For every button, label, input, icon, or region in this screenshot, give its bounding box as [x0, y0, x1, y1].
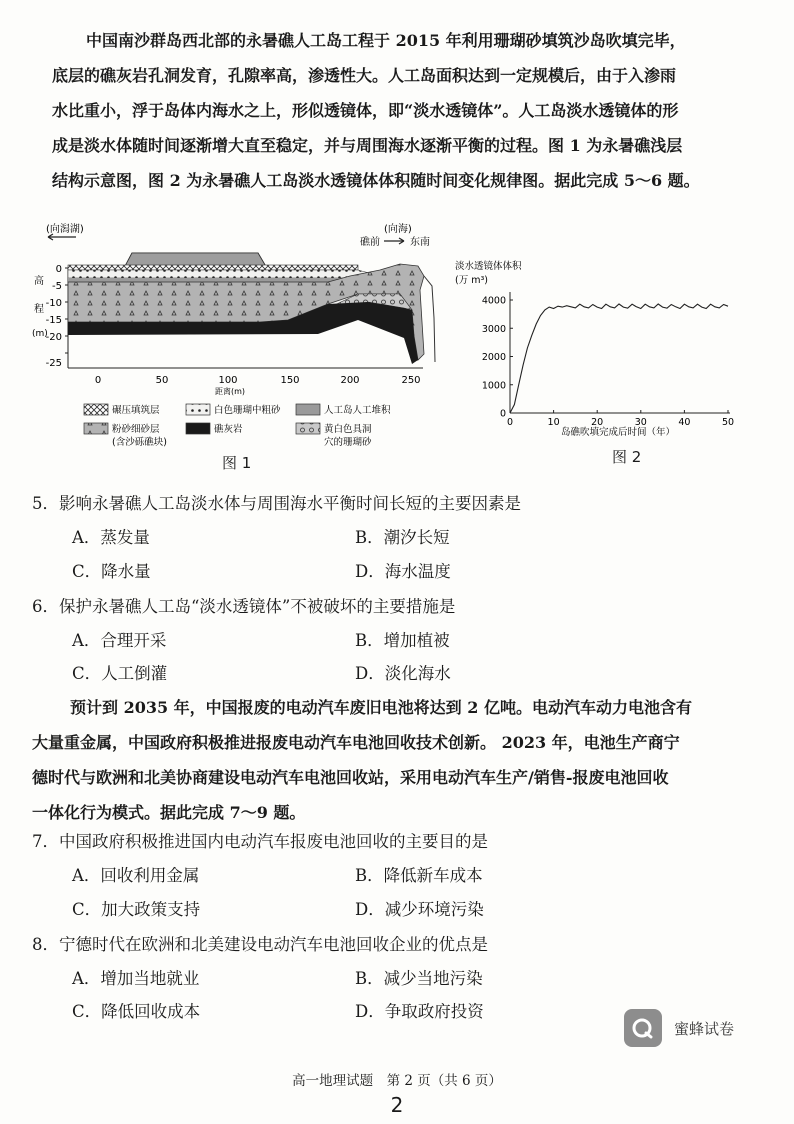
q7-option-d[interactable]: D．减少环境污染 [355, 900, 484, 919]
q7-option-b[interactable]: B．降低新车成本 [355, 866, 483, 885]
question-5-stem: 5．影响永暑礁人工岛淡水体与周围海水平衡时间长短的主要因素是 [32, 494, 521, 513]
chart-x-tick-label: 40 [678, 417, 691, 428]
legend-sublabel: (含沙砾礁块) [112, 437, 167, 448]
q6-option-b[interactable]: B．增加植被 [355, 631, 450, 650]
y-label-char: 高 [34, 276, 44, 287]
chart-x-tick-label: 20 [591, 417, 604, 428]
chart-y-tick-label: 0 [499, 408, 506, 420]
watermark [624, 1009, 734, 1047]
x-tick-label: 150 [280, 375, 300, 386]
legend-label: 黄白色具洞 [324, 424, 372, 435]
q8-option-d[interactable]: D．争取政府投资 [355, 1002, 484, 1021]
y-tick-labels [46, 264, 68, 369]
legend-sublabel: 穴的珊瑚砂 [324, 437, 372, 448]
chart-y-label: 淡水透镜体体积 [455, 261, 522, 272]
chart-x-tick-label: 10 [547, 417, 560, 428]
arrow-right-icon [384, 238, 404, 244]
volume-series-line [510, 304, 728, 413]
q7-option-a[interactable]: A．回收利用金属 [72, 866, 200, 885]
y-tick-label: -25 [45, 358, 62, 369]
q8-option-c[interactable]: C．降低回收成本 [72, 1002, 201, 1021]
legend-item [296, 423, 372, 448]
q5-option-a[interactable]: A．蒸发量 [72, 528, 150, 547]
y-label-char: 程 [34, 304, 44, 315]
intro-2-line: 预计到 2035 年，中国报废的电动汽车废旧电池将达到 2 亿吨。电动汽车动力电池含有 [70, 698, 692, 717]
intro-2-line: 一体化行为模式。据此完成 7～9 题。 [32, 803, 306, 822]
page-number: 2 [390, 1093, 404, 1117]
chart-x-tick-label: 30 [634, 417, 647, 428]
legend-item [84, 404, 160, 416]
q6-option-c[interactable]: C．人工倒灌 [72, 664, 168, 683]
watermark-text: 蜜蜂试卷 [674, 1019, 735, 1038]
q7-option-c[interactable]: C．加大政策支持 [72, 900, 201, 919]
legend-label: 人工岛人工堆积 [324, 405, 391, 416]
y-tick-label: -5 [52, 281, 62, 292]
legend-item [296, 404, 391, 416]
question-6-stem: 6．保护永暑礁人工岛“淡水透镜体”不被破坏的主要措施是 [32, 597, 456, 616]
legend-item [84, 423, 167, 448]
reef-front-label: 礁前 [360, 237, 380, 248]
lagoon-label: (向潟湖) [46, 224, 84, 235]
legend-item [186, 404, 281, 416]
figure-2-chart [448, 255, 748, 440]
y-tick-label: -15 [45, 315, 62, 326]
chart-y-tick-label: 1000 [481, 380, 506, 392]
intro-1-line: 中国南沙群岛西北部的永暑礁人工岛工程于 2015 年利用珊瑚砂填筑沙岛吹填完毕， [86, 31, 686, 50]
q6-option-d[interactable]: D．淡化海水 [355, 664, 451, 683]
figure-1-diagram [28, 218, 448, 458]
y-label-char: (m) [32, 329, 48, 339]
q6-option-a[interactable]: A．合理开采 [72, 631, 167, 650]
intro-1-line: 结构示意图，图 2 为永暑礁人工岛淡水透镜体体积随时间变化规律图。据此完成 5～6 题。 [52, 171, 700, 190]
legend-label: 白色珊瑚中粗砂 [214, 405, 281, 416]
intro-1-line: 成是淡水体随时间逐渐增大直至稳定，并与周围海水逐渐平衡的过程。图 1 为永暑礁浅层 [52, 136, 683, 155]
figure-2-caption: 图 2 [612, 448, 642, 466]
chart-y-tick-label: 4000 [481, 295, 506, 307]
intro-passage-1 [52, 23, 700, 198]
question-7-stem: 7．中国政府积极推进国内电动汽车报废电池回收的主要目的是 [32, 832, 488, 851]
intro-passage-2 [32, 690, 692, 830]
q5-option-b[interactable]: B．潮汐长短 [355, 528, 450, 547]
legend-label: 碾压填筑层 [112, 405, 160, 416]
y-tick-label: 0 [55, 264, 62, 275]
legend [84, 404, 391, 448]
intro-1-line: 水比重小，浮于岛体内海水之上，形似透镜体，即“淡水透镜体”。人工岛淡水透镜体的形 [52, 101, 679, 120]
intro-1-line: 底层的礁灰岩孔洞发育，孔隙率高，渗透性大。人工岛面积达到一定规模后，由于入渗雨 [52, 66, 677, 85]
q8-option-b[interactable]: B．减少当地污染 [355, 969, 483, 988]
chart-y-tick-label: 3000 [481, 323, 506, 335]
legend-item [186, 423, 243, 435]
x-axis-label: 距离(m) [214, 387, 246, 396]
cross-section [68, 253, 435, 364]
x-tick-labels [95, 375, 421, 386]
intro-2-line: 大量重金属，中国政府积极推进报废电动汽车电池回收技术创新。 2023 年，电池生产商宁 [32, 733, 680, 752]
chart-axes [510, 292, 730, 413]
southeast-label: 东南 [410, 237, 430, 248]
y-tick-label: -10 [45, 298, 62, 309]
chart-y-unit: (万 m³) [455, 275, 488, 286]
chart-x-tick-label: 0 [506, 417, 514, 428]
x-tick-label: 0 [94, 375, 102, 386]
chart-y-tick-label: 2000 [481, 352, 506, 363]
chart-ticks [482, 296, 734, 429]
legend-label: 礁灰岩 [214, 424, 243, 435]
q5-option-c[interactable]: C．降水量 [72, 562, 151, 581]
x-tick-label: 100 [218, 375, 238, 386]
chart-series [510, 304, 728, 413]
y-tick-label: -20 [45, 332, 62, 343]
q5-option-d[interactable]: D．海水温度 [355, 562, 451, 581]
chart-x-tick-label: 50 [721, 417, 735, 428]
x-tick-label: 200 [340, 375, 360, 386]
intro-2-line: 德时代与欧洲和北美协商建设电动汽车电池回收站，采用电动汽车生产/销售-报废电池回收 [32, 768, 669, 787]
sea-label: (向海) [384, 224, 412, 235]
q8-option-a[interactable]: A．增加当地就业 [72, 969, 200, 988]
x-tick-label: 50 [155, 375, 169, 386]
chart-x-label: 岛礁吹填完成后时间（年） [560, 427, 676, 438]
x-tick-label: 250 [401, 375, 421, 386]
question-8-stem: 8．宁德时代在欧洲和北美建设电动汽车电池回收企业的优点是 [32, 935, 488, 954]
page-footer: 高一地理试题 第 2 页（共 6 页） [292, 1073, 502, 1089]
figure-1-caption: 图 1 [222, 454, 252, 472]
legend-label: 粉砂细砂层 [112, 424, 160, 435]
bee-logo-icon [624, 1009, 662, 1047]
